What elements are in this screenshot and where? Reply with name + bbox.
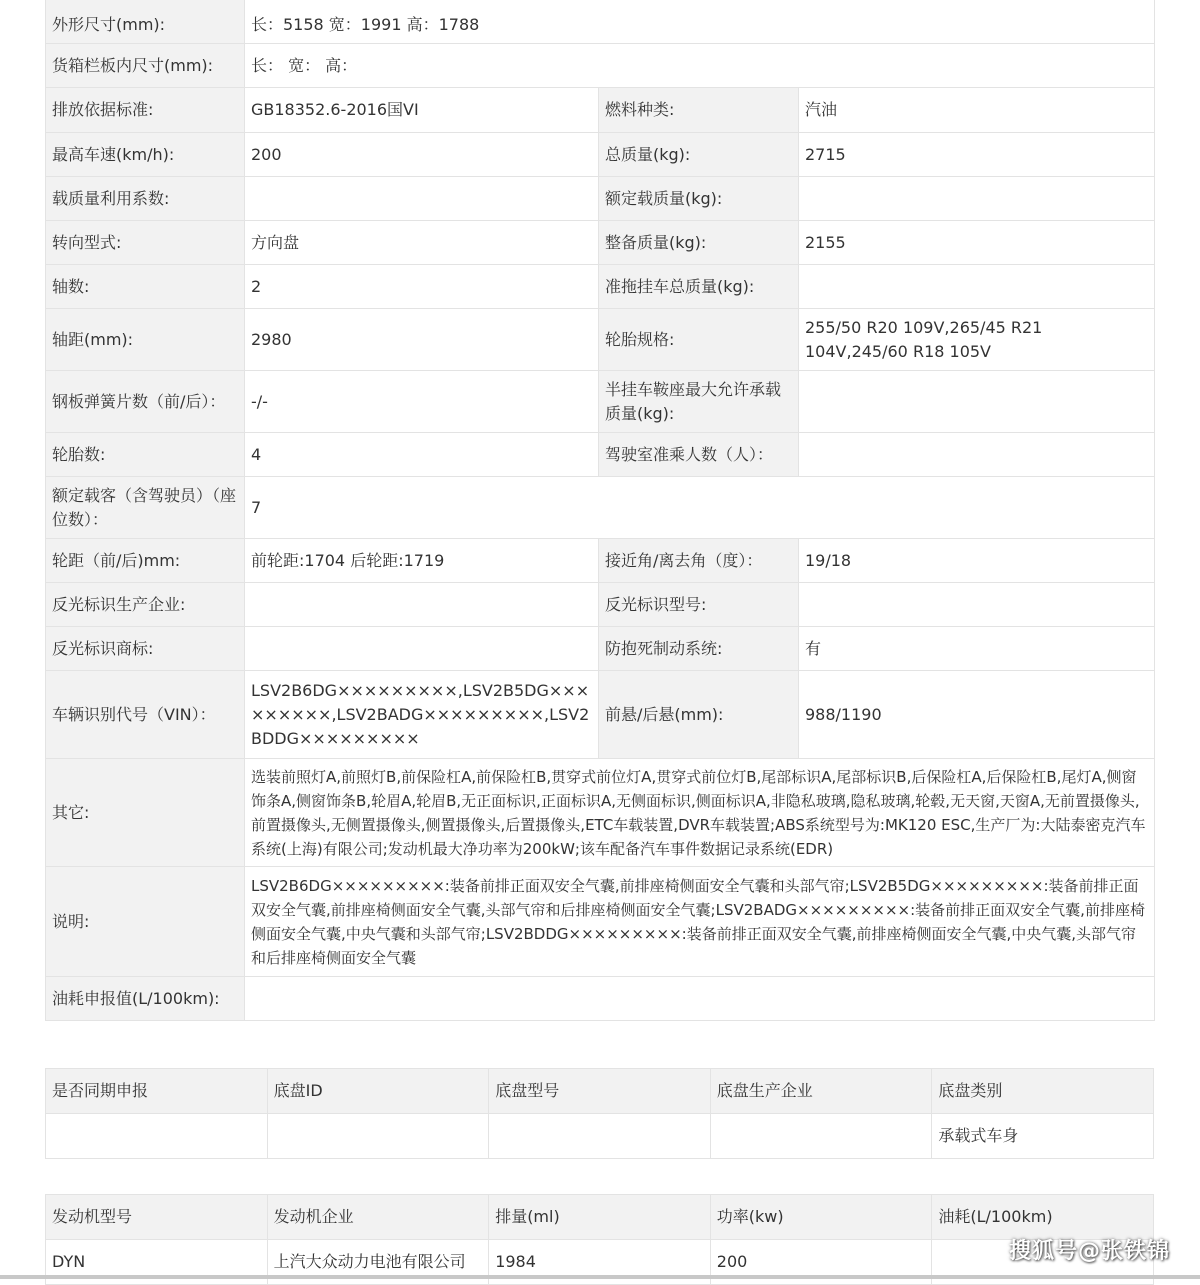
rated-load-value: [799, 177, 1155, 221]
cab-passengers-label: 驾驶室准乘人数（人）：: [599, 433, 799, 477]
spec-row-emission: [46, 88, 1155, 133]
tires-value: 4: [245, 433, 599, 477]
spec-row-cargo: [46, 44, 1155, 88]
vin-label: 车辆识别代号（VIN）：: [46, 671, 245, 759]
engine-cell: 上汽大众动力电池有限公司: [267, 1240, 489, 1285]
chassis-header-cell: 底盘ID: [267, 1069, 489, 1114]
tire-spec-value: 255/50 R20 109V,265/45 R21 104V,245/60 R18 105V: [799, 309, 1155, 371]
spec-row-vin: [46, 671, 1155, 759]
watermark-text: 搜狐号@张铁锦: [1008, 1239, 1170, 1264]
seats-label: 额定载客（含驾驶员）（座位数）：: [46, 477, 245, 539]
trailer-mass-label: 准拖挂车总质量(kg):: [599, 265, 799, 309]
reflector-brand-label: 反光标识商标:: [46, 627, 245, 671]
leaf-springs-label: 钢板弹簧片数（前/后）：: [46, 371, 245, 433]
cargo-label: 货箱栏板内尺寸(mm):: [46, 44, 245, 88]
angles-label: 接近角/离去角（度）：: [599, 539, 799, 583]
saddle-load-value: [799, 371, 1155, 433]
curb-mass-label: 整备质量(kg):: [599, 221, 799, 265]
total-mass-label: 总质量(kg):: [599, 133, 799, 177]
dimensions-label: 外形尺寸(mm):: [46, 0, 245, 44]
notes-label: 说明:: [46, 867, 245, 977]
max-speed-value: 200: [245, 133, 599, 177]
chassis-table: [45, 1068, 1154, 1159]
spec-row-track: [46, 539, 1155, 583]
engine-header-cell: 排量(ml): [489, 1195, 711, 1240]
fuel-label: 燃料种类:: [599, 88, 799, 133]
engine-header-row: [46, 1195, 1154, 1240]
emission-label: 排放依据标准:: [46, 88, 245, 133]
angles-value: 19/18: [799, 539, 1155, 583]
chassis-cell: [46, 1114, 268, 1159]
chassis-data-row: [46, 1114, 1154, 1159]
reflector-model-value: [799, 583, 1155, 627]
chassis-cell: [489, 1114, 711, 1159]
overhang-value: 988/1190: [799, 671, 1155, 759]
dimensions-value: 长：5158 宽：1991 高：1788: [245, 0, 1155, 44]
cargo-value: 长： 宽： 高：: [245, 44, 1155, 88]
total-mass-value: 2715: [799, 133, 1155, 177]
chassis-cell: 承载式车身: [932, 1114, 1154, 1159]
track-value: 前轮距:1704 后轮距:1719: [245, 539, 599, 583]
reflector-maker-value: [245, 583, 599, 627]
spec-row-load: [46, 177, 1155, 221]
chassis-cell: [710, 1114, 932, 1159]
spec-row-other: [46, 759, 1155, 867]
spec-row-wheelbase: [46, 309, 1155, 371]
reflector-brand-value: [245, 627, 599, 671]
vehicle-spec-table: [45, 0, 1155, 1021]
steering-value: 方向盘: [245, 221, 599, 265]
spec-row-abs: [46, 627, 1155, 671]
spec-row-speed: [46, 133, 1155, 177]
spec-row-axles: [46, 265, 1155, 309]
engine-cell: 200: [710, 1240, 932, 1285]
spec-row-dimensions: [46, 0, 1155, 44]
engine-cell: DYN: [46, 1240, 268, 1285]
saddle-load-label: 半挂车鞍座最大允许承载质量(kg):: [599, 371, 799, 433]
spec-row-notes: [46, 867, 1155, 977]
other-value: 选装前照灯A,前照灯B,前保险杠A,前保险杠B,贯穿式前位灯A,贯穿式前位灯B,尾部标识A,尾部标识B,后保险杠A,后保险杠B,尾灯A,侧窗饰条A,侧窗饰条B,轮眉A,轮眉B,无正面标识,正面标识A,无侧面标识,侧面标识A,非隐私玻璃,隐私玻璃,轮毂,无天窗,天窗A,无前置摄像头,前置摄像头,无侧置摄像头,侧置摄像头,后置摄像头,ETC车载装置,DVR车载装置;ABS系统型号为:MK120 ESC,生产厂为:大陆泰密克汽车系统(上海)有限公司;发动机最大净功率为200kW;该车配备汽车事件数据记录系统(EDR): [245, 759, 1155, 867]
engine-table: [45, 1194, 1154, 1285]
chassis-header-cell: 是否同期申报: [46, 1069, 268, 1114]
wheelbase-label: 轴距(mm):: [46, 309, 245, 371]
engine-header-cell: 油耗(L/100km): [932, 1195, 1154, 1240]
spec-row-steering: [46, 221, 1155, 265]
cab-passengers-value: [799, 433, 1155, 477]
steering-label: 转向型式:: [46, 221, 245, 265]
vin-value: LSV2B6DG×××××××××,LSV2B5DG×××××××××,LSV2BADG×××××××××,LSV2BDDG×××××××××: [245, 671, 599, 759]
load-coef-value: [245, 177, 599, 221]
chassis-header-cell: 底盘型号: [489, 1069, 711, 1114]
axles-value: 2: [245, 265, 599, 309]
engine-header-cell: 功率(kw): [710, 1195, 932, 1240]
chassis-header-cell: 底盘类别: [932, 1069, 1154, 1114]
trailer-mass-value: [799, 265, 1155, 309]
abs-value: 有: [799, 627, 1155, 671]
reflector-model-label: 反光标识型号:: [599, 583, 799, 627]
spec-row-springs: [46, 371, 1155, 433]
rated-load-label: 额定载质量(kg):: [599, 177, 799, 221]
spec-row-fuel-consumption: [46, 977, 1155, 1021]
fuel-value: 汽油: [799, 88, 1155, 133]
bottom-edge-bar: [0, 1275, 1200, 1279]
chassis-cell: [267, 1114, 489, 1159]
emission-value: GB18352.6-2016国VI: [245, 88, 599, 133]
axles-label: 轴数:: [46, 265, 245, 309]
abs-label: 防抱死制动系统:: [599, 627, 799, 671]
tires-label: 轮胎数:: [46, 433, 245, 477]
other-label: 其它:: [46, 759, 245, 867]
tire-spec-label: 轮胎规格:: [599, 309, 799, 371]
engine-header-cell: 发动机企业: [267, 1195, 489, 1240]
engine-header-cell: 发动机型号: [46, 1195, 268, 1240]
chassis-header-row: [46, 1069, 1154, 1114]
load-coef-label: 载质量利用系数:: [46, 177, 245, 221]
spec-row-tires: [46, 433, 1155, 477]
fuel-consumption-label: 油耗申报值(L/100km):: [46, 977, 245, 1021]
leaf-springs-value: -/-: [245, 371, 599, 433]
curb-mass-value: 2155: [799, 221, 1155, 265]
notes-value: LSV2B6DG×××××××××:装备前排正面双安全气囊,前排座椅侧面安全气囊和头部气帘;LSV2B5DG×××××××××:装备前排正面双安全气囊,前排座椅侧面安全气囊,头部气帘和后排座椅侧面安全气囊;LSV2BADG×××××××××:装备前排正面双安全气囊,前排座椅侧面安全气囊,中央气囊和头部气帘;LSV2BDDG×××××××××:装备前排正面双安全气囊,前排座椅侧面安全气囊,中央气囊,头部气帘和后排座椅侧面安全气囊: [245, 867, 1155, 977]
spec-row-reflector: [46, 583, 1155, 627]
engine-cell: 1984: [489, 1240, 711, 1285]
wheelbase-value: 2980: [245, 309, 599, 371]
reflector-maker-label: 反光标识生产企业:: [46, 583, 245, 627]
fuel-consumption-value: [245, 977, 1155, 1021]
max-speed-label: 最高车速(km/h):: [46, 133, 245, 177]
spec-row-seats: [46, 477, 1155, 539]
chassis-header-cell: 底盘生产企业: [710, 1069, 932, 1114]
seats-value: 7: [245, 477, 1155, 539]
track-label: 轮距（前/后)mm:: [46, 539, 245, 583]
overhang-label: 前悬/后悬(mm):: [599, 671, 799, 759]
